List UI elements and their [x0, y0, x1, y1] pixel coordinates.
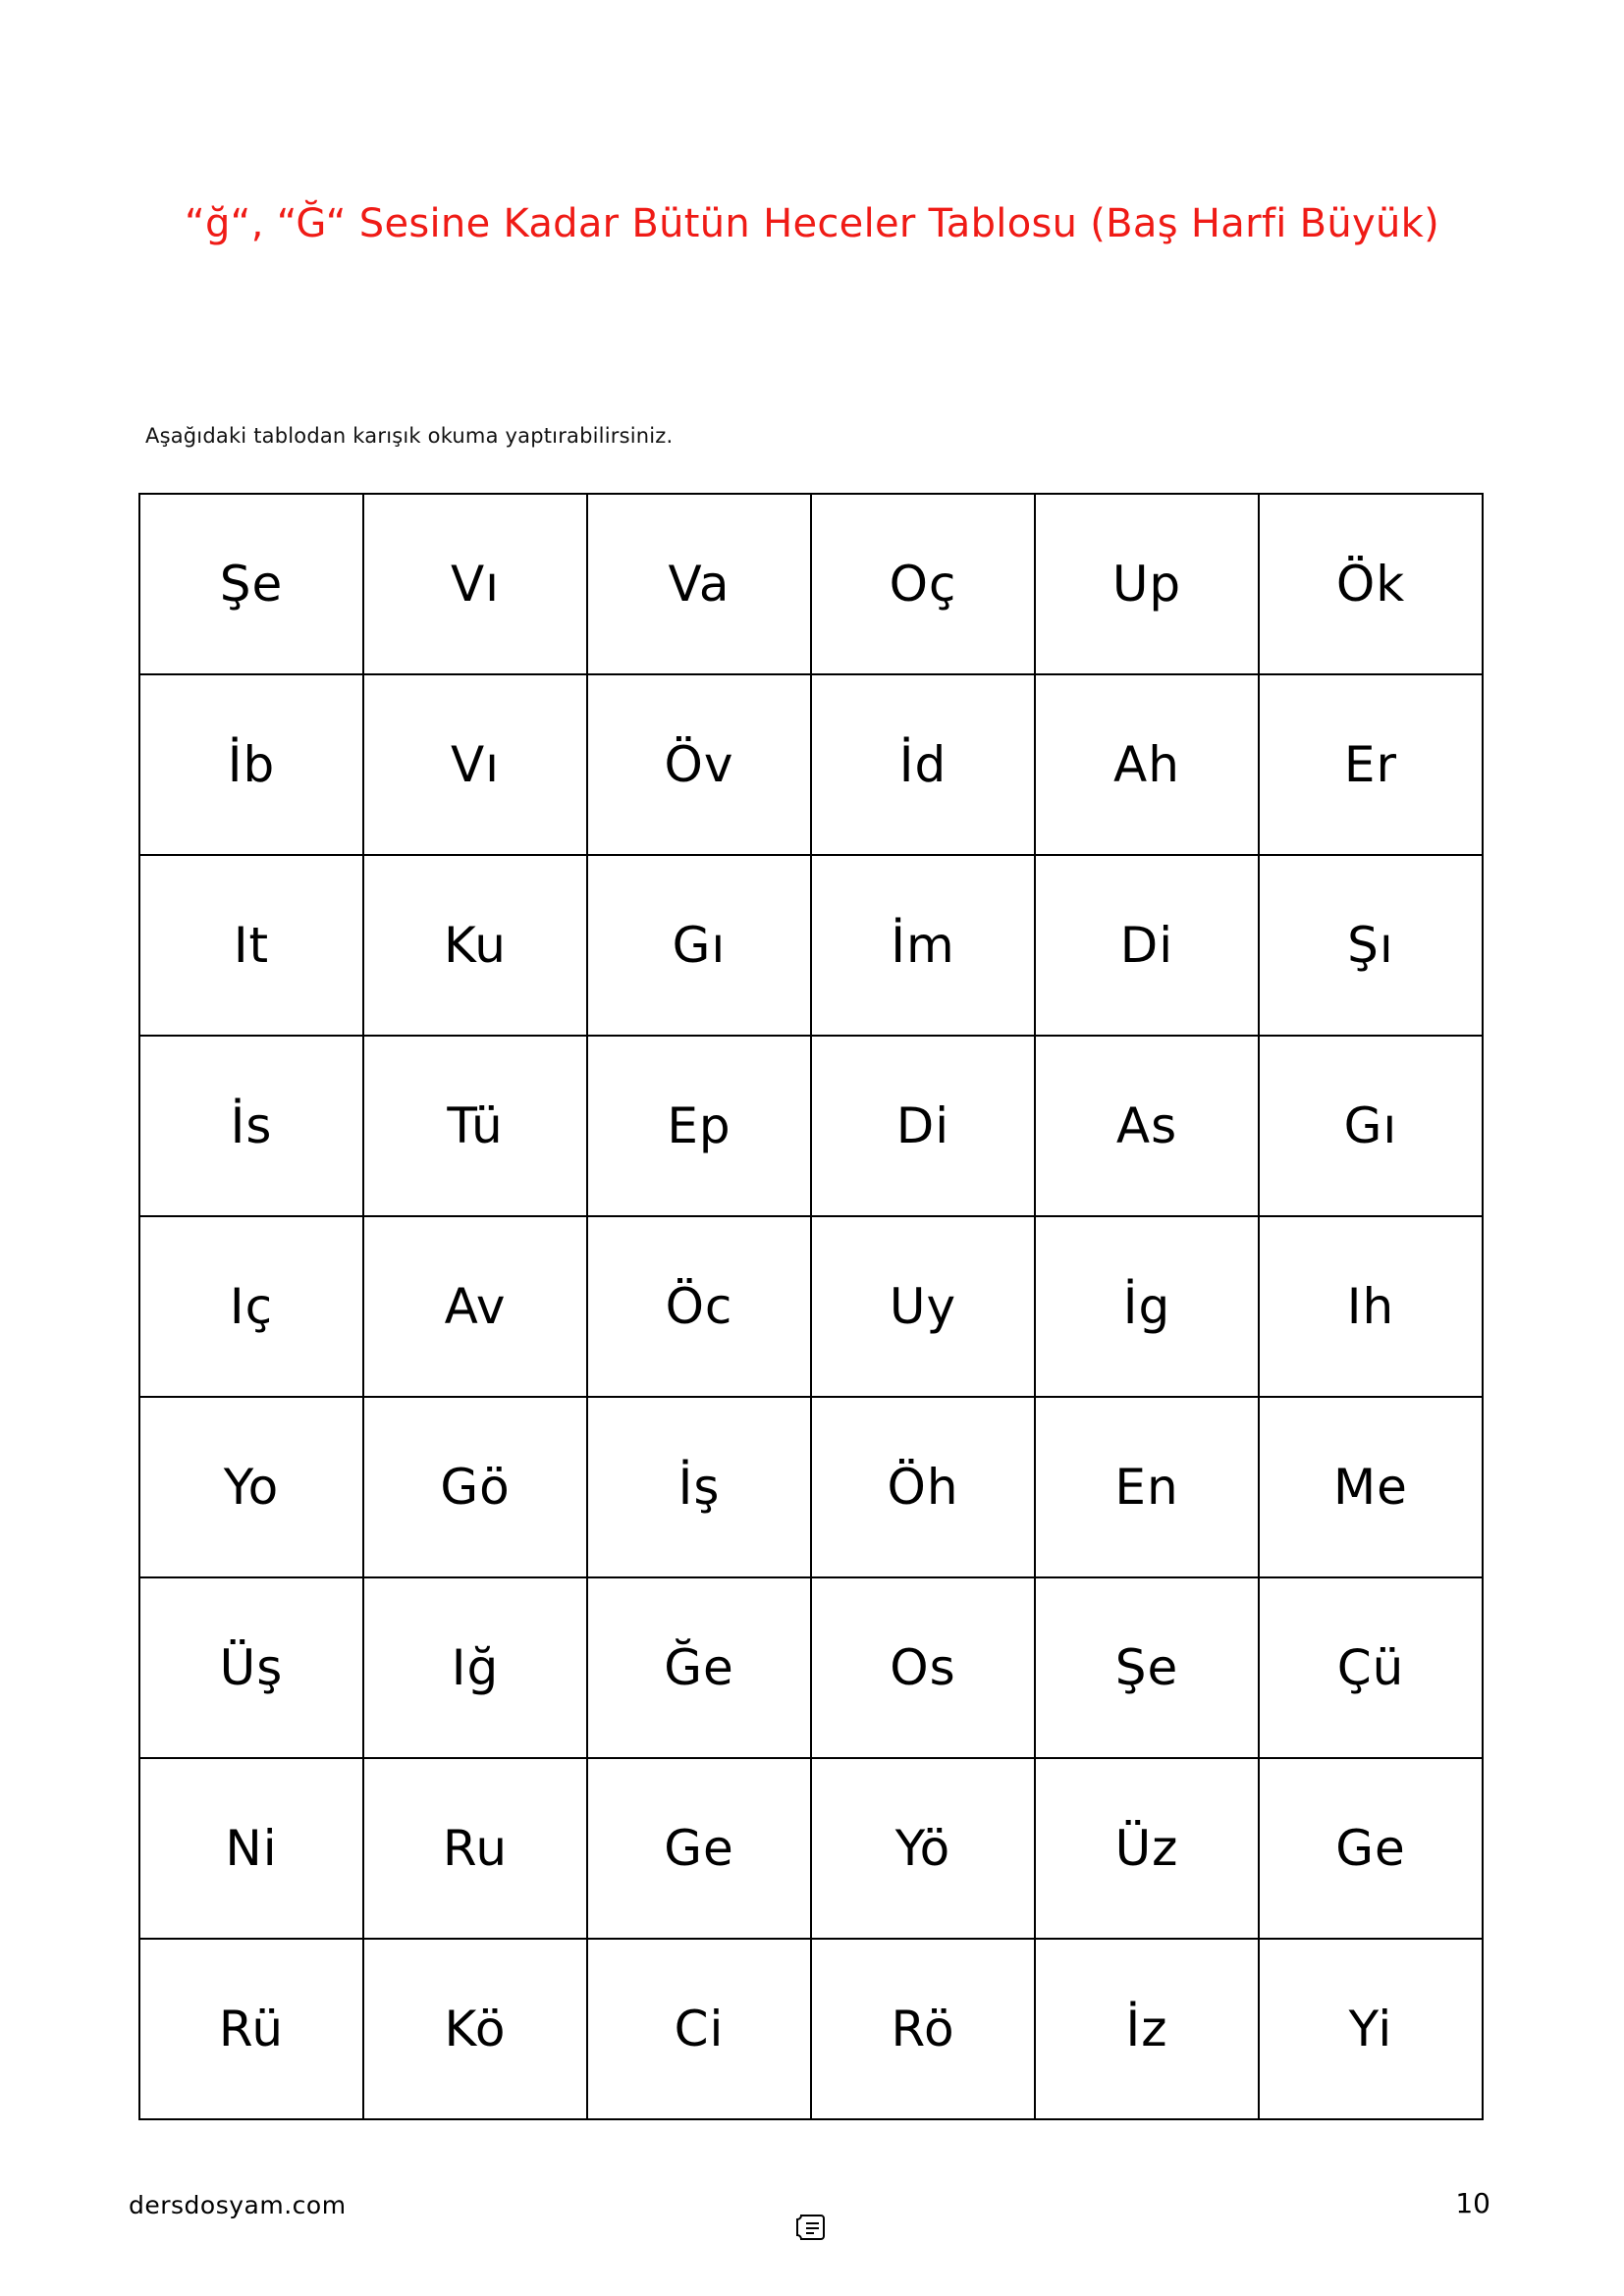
syllable-cell: Gı: [587, 855, 811, 1036]
syllable-cell: Va: [587, 494, 811, 674]
table-row: [139, 1216, 1483, 1397]
syllable-cell: Ep: [587, 1036, 811, 1216]
syllable-cell: Vı: [363, 674, 587, 855]
syllable-cell: Yö: [811, 1758, 1035, 1939]
syllable-cell: Öh: [811, 1397, 1035, 1577]
syllable-cell: İm: [811, 855, 1035, 1036]
syllable-cell: Oç: [811, 494, 1035, 674]
syllable-cell: Ni: [139, 1758, 363, 1939]
syllable-cell: Ci: [587, 1939, 811, 2119]
syllable-cell: Me: [1259, 1397, 1483, 1577]
syllable-cell: Ğe: [587, 1577, 811, 1758]
syllable-cell: Ih: [1259, 1216, 1483, 1397]
syllable-cell: Şe: [1035, 1577, 1259, 1758]
syllable-cell: Şı: [1259, 855, 1483, 1036]
syllable-cell: Üz: [1035, 1758, 1259, 1939]
syllable-cell: İs: [139, 1036, 363, 1216]
syllable-cell: Ah: [1035, 674, 1259, 855]
syllable-cell: Uy: [811, 1216, 1035, 1397]
table-row: [139, 1939, 1483, 2119]
syllable-cell: Yi: [1259, 1939, 1483, 2119]
syllable-cell: Tü: [363, 1036, 587, 1216]
syllable-cell: Vı: [363, 494, 587, 674]
syllable-cell: Up: [1035, 494, 1259, 674]
instruction-text: Aşağıdaki tablodan karışık okuma yaptırabilirsiniz.: [145, 424, 674, 448]
syllable-cell: Gö: [363, 1397, 587, 1577]
syllable-cell: İş: [587, 1397, 811, 1577]
syllable-cell: İz: [1035, 1939, 1259, 2119]
table-row: [139, 1036, 1483, 1216]
syllable-cell: Rö: [811, 1939, 1035, 2119]
syllable-cell: Ge: [1259, 1758, 1483, 1939]
syllable-cell: Çü: [1259, 1577, 1483, 1758]
table-row: [139, 1397, 1483, 1577]
syllable-cell: Os: [811, 1577, 1035, 1758]
syllable-cell: Gı: [1259, 1036, 1483, 1216]
syllable-cell: Öc: [587, 1216, 811, 1397]
syllable-cell: Ge: [587, 1758, 811, 1939]
syllable-cell: As: [1035, 1036, 1259, 1216]
syllable-cell: İb: [139, 674, 363, 855]
syllable-cell: Öv: [587, 674, 811, 855]
syllable-cell: Şe: [139, 494, 363, 674]
footer-site-label: dersdosyam.com: [129, 2191, 347, 2219]
syllable-cell: Iç: [139, 1216, 363, 1397]
table-row: [139, 1758, 1483, 1939]
document-logo-icon: [791, 2207, 833, 2248]
table-row: [139, 855, 1483, 1036]
syllable-cell: Ku: [363, 855, 587, 1036]
syllable-cell: It: [139, 855, 363, 1036]
syllable-cell: Üş: [139, 1577, 363, 1758]
syllable-cell: Rü: [139, 1939, 363, 2119]
table-row: [139, 1577, 1483, 1758]
syllable-cell: Kö: [363, 1939, 587, 2119]
syllable-table-container: [138, 493, 1484, 2120]
page-title: “ğ“, “Ğ“ Sesine Kadar Bütün Heceler Tablosu (Baş Harfi Büyük): [184, 201, 1440, 246]
syllable-cell: Av: [363, 1216, 587, 1397]
syllable-cell: Di: [1035, 855, 1259, 1036]
syllable-cell: Iğ: [363, 1577, 587, 1758]
table-row: [139, 494, 1483, 674]
syllable-cell: Di: [811, 1036, 1035, 1216]
syllable-cell: Ru: [363, 1758, 587, 1939]
page-number: 10: [1455, 2187, 1490, 2219]
syllable-table: [138, 493, 1484, 2120]
syllable-cell: Ök: [1259, 494, 1483, 674]
syllable-cell: Yo: [139, 1397, 363, 1577]
syllable-cell: İg: [1035, 1216, 1259, 1397]
syllable-cell: İd: [811, 674, 1035, 855]
table-row: [139, 674, 1483, 855]
syllable-cell: Er: [1259, 674, 1483, 855]
syllable-cell: En: [1035, 1397, 1259, 1577]
